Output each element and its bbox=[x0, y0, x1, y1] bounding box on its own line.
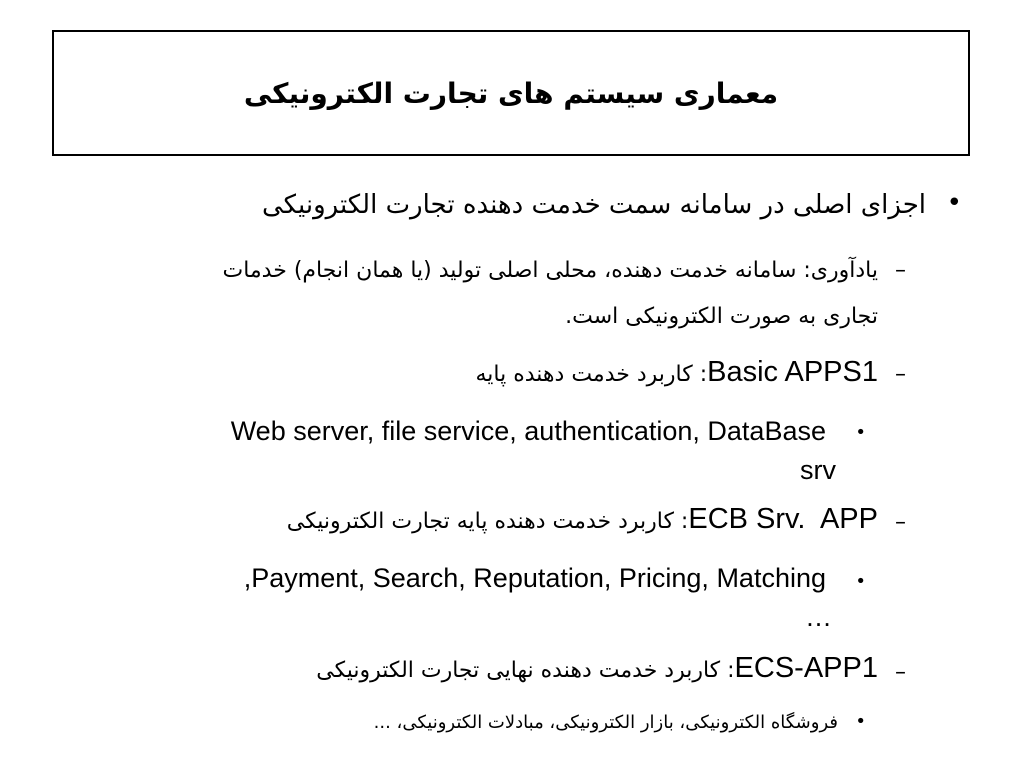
dash-icon: – bbox=[895, 362, 906, 387]
bullet-icon: • bbox=[855, 571, 866, 592]
ecs-list: فروشگاه الکترونیکی، بازار الکترونیکی، مبادلات الکترونیکی، ... bbox=[373, 712, 838, 733]
ecb-code: ECB Srv. APP bbox=[688, 503, 878, 535]
basic-apps-item bbox=[475, 356, 878, 389]
bullet-icon: • bbox=[855, 711, 866, 732]
basic-apps-desc: : کاربرد خدمت دهنده پایه bbox=[475, 362, 708, 387]
dash-icon: – bbox=[895, 258, 906, 283]
slide-title: معماری سیستم های تجارت الکترونیکی bbox=[243, 76, 779, 110]
ecb-list-line-1: Payment, Search, Reputation, Pricing, Matching, bbox=[243, 563, 826, 593]
ecb-desc: : کاربرد خدمت دهنده پایه تجارت الکترونیکی bbox=[286, 509, 689, 534]
ecb-item bbox=[287, 503, 878, 536]
basic-apps-list-line-1: Web server, file service, authentication, DataBase bbox=[230, 416, 826, 446]
dash-icon: – bbox=[895, 660, 906, 685]
reminder-line-1: یادآوری: سامانه خدمت دهنده، محلی اصلی تولید (یا همان انجام) خدمات bbox=[222, 258, 878, 283]
basic-apps-code: Basic APPS1 bbox=[707, 356, 878, 388]
ecs-desc: : کاربرد خدمت دهنده نهایی تجارت الکترونیکی bbox=[316, 658, 735, 683]
dash-icon: – bbox=[895, 510, 906, 535]
bullet-icon: • bbox=[946, 188, 962, 218]
ecs-item bbox=[316, 652, 878, 685]
main-point: اجزای اصلی در سامانه سمت خدمت دهنده تجارت الکترونیکی bbox=[261, 190, 926, 220]
ecs-code: ECS-APP1 bbox=[734, 652, 878, 684]
bullet-icon: • bbox=[855, 422, 866, 443]
reminder-line-2: تجاری به صورت الکترونیکی است. bbox=[565, 304, 878, 329]
ecb-list-line-2: … bbox=[805, 602, 832, 632]
basic-apps-list-line-2: srv bbox=[800, 455, 836, 485]
